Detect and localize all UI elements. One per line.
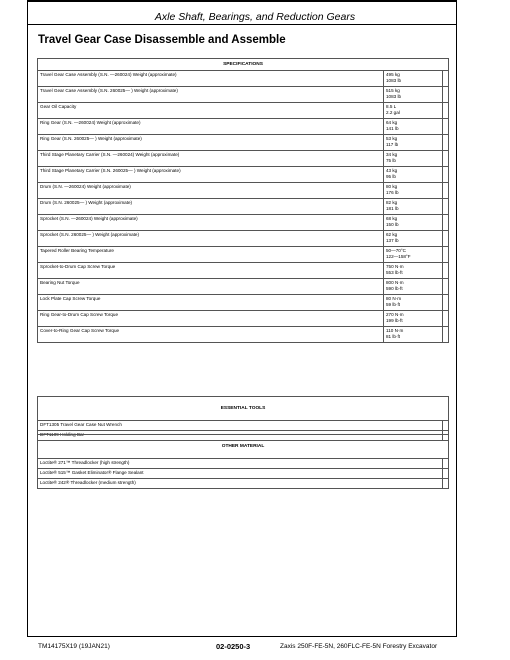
spec-spacer-cell xyxy=(443,231,449,247)
spec-value xyxy=(384,215,443,231)
spec-value-metric: 43 kg xyxy=(386,168,398,173)
spec-value-imperial: 1083 lb xyxy=(386,94,402,99)
footer-rule xyxy=(27,636,457,637)
section-header: Axle Shaft, Bearings, and Reduction Gears xyxy=(154,11,356,23)
spec-value-imperial: 553 lb·ft xyxy=(386,270,403,275)
spec-value xyxy=(384,183,443,199)
spec-value-metric: 34 kg xyxy=(386,152,398,157)
spec-value xyxy=(384,71,443,87)
spec-value-metric: 80 N·m xyxy=(386,296,402,301)
specifications-heading: SPECIFICATIONS xyxy=(38,59,449,71)
spec-value-metric: 82 kg xyxy=(386,200,398,205)
spec-value-metric: 8.5 L xyxy=(386,104,397,109)
material-row xyxy=(38,459,449,469)
spec-value xyxy=(384,231,443,247)
spec-spacer-cell xyxy=(443,295,449,311)
spec-value-metric: 270 N·m xyxy=(386,312,404,317)
spec-row xyxy=(38,167,449,183)
spec-value-metric: 80 kg xyxy=(386,184,398,189)
spec-spacer-cell xyxy=(443,87,449,103)
spec-value xyxy=(384,119,443,135)
spec-row xyxy=(38,135,449,151)
spec-value xyxy=(384,167,443,183)
material-row-spacer-cell xyxy=(443,459,449,469)
spec-value-imperial: 95 lb xyxy=(386,174,396,179)
spec-value xyxy=(384,151,443,167)
specifications-table xyxy=(37,58,449,343)
spec-spacer-cell xyxy=(443,199,449,215)
top-rule xyxy=(27,0,457,2)
spec-row xyxy=(38,87,449,103)
spec-row xyxy=(38,295,449,311)
spec-value-imperial: 176 lb xyxy=(386,190,399,195)
right-frame-line xyxy=(456,0,457,636)
spec-value-imperial: 181 lb xyxy=(386,206,399,211)
spec-item: Travel Gear Case Assembly (S.N. 260025— ) Weight (approximate) xyxy=(38,87,384,103)
essential-tools-heading: ESSENTIAL TOOLS xyxy=(38,397,449,421)
spec-value-imperial: 590 lb·ft xyxy=(386,286,403,291)
footer-model: Zaxis 250F-FE-5N, 260FLC-FE-5N Forestry Excavator xyxy=(280,643,438,650)
spec-spacer-cell xyxy=(443,263,449,279)
spec-item: Ring Gear (S.N. 260025— ) Weight (approximate) xyxy=(38,135,384,151)
spec-spacer-cell xyxy=(443,135,449,151)
spec-value-imperial: 122—158°F xyxy=(386,254,411,259)
spec-value-metric: 53 kg xyxy=(386,136,398,141)
spec-row xyxy=(38,327,449,343)
spec-row xyxy=(38,231,449,247)
spec-value-imperial: 81 lb·ft xyxy=(386,334,401,339)
spec-spacer-cell xyxy=(443,119,449,135)
spec-spacer-cell xyxy=(443,215,449,231)
spec-value xyxy=(384,327,443,343)
page-title: Travel Gear Case Disassemble and Assemble xyxy=(38,34,286,46)
spec-value xyxy=(384,87,443,103)
spec-row xyxy=(38,247,449,263)
spec-value-metric: 800 N·m xyxy=(386,280,404,285)
spec-item: Cover-to-Ring Gear Cap Screw Torque xyxy=(38,327,384,343)
spec-value-imperial: 141 lb xyxy=(386,126,399,131)
spec-item: Ring Gear (S.N. —260024) Weight (approximate) xyxy=(38,119,384,135)
material-row-text: Loctite® 242® Threadlocker (medium strength) xyxy=(38,479,443,489)
spec-value-metric: 750 N·m xyxy=(386,264,404,269)
spec-value-metric: 495 kg xyxy=(386,72,400,77)
spec-item: Bearing Nut Torque xyxy=(38,279,384,295)
left-frame-line xyxy=(27,0,28,636)
spec-row xyxy=(38,199,449,215)
tool-row xyxy=(38,421,449,431)
spec-value-metric: 110 N·m xyxy=(386,328,404,333)
spec-value-imperial: 1083 lb xyxy=(386,78,402,83)
tool-row-spacer-cell xyxy=(443,421,449,431)
spec-item: Drum (S.N. —260024) Weight (approximate) xyxy=(38,183,384,199)
spec-item: Drum (S.N. 260025— ) Weight (approximate) xyxy=(38,199,384,215)
spec-spacer-cell xyxy=(443,183,449,199)
spec-item: Third Stage Planetary Carrier (S.N. —260024) Weight (approximate) xyxy=(38,151,384,167)
spec-value-imperial: 199 lb·ft xyxy=(386,318,403,323)
spec-value xyxy=(384,199,443,215)
spec-item: Travel Gear Case Assembly (S.N. —260024) Weight (approximate) xyxy=(38,71,384,87)
spec-value xyxy=(384,295,443,311)
spec-row xyxy=(38,151,449,167)
spec-value-imperial: 150 lb xyxy=(386,222,399,227)
spec-value xyxy=(384,247,443,263)
spec-item: Third Stage Planetary Carrier (S.N. 260025— ) Weight (approximate) xyxy=(38,167,384,183)
spec-value xyxy=(384,311,443,327)
spec-row xyxy=(38,311,449,327)
spec-spacer-cell xyxy=(443,247,449,263)
material-row xyxy=(38,469,449,479)
spec-value-metric: 50—70°C xyxy=(386,248,406,253)
spec-item: Sprocket-to-Drum Cap Screw Torque xyxy=(38,263,384,279)
material-row-spacer-cell xyxy=(443,479,449,489)
spec-spacer-cell xyxy=(443,151,449,167)
spec-value-metric: 515 kg xyxy=(386,88,400,93)
spec-spacer-cell xyxy=(443,279,449,295)
spec-value xyxy=(384,263,443,279)
spec-value xyxy=(384,135,443,151)
spec-item: Lock Plate Cap Screw Torque xyxy=(38,295,384,311)
spec-value-imperial: 137 lb xyxy=(386,238,399,243)
material-row-text: Loctite® 271™ Threadlocker (high strength) xyxy=(38,459,443,469)
tool-row-text: DFT1109 Holding Bar xyxy=(38,431,443,441)
spec-row xyxy=(38,263,449,279)
spec-spacer-cell xyxy=(443,71,449,87)
spec-row xyxy=(38,183,449,199)
other-material-heading: OTHER MATERIAL xyxy=(38,435,449,459)
material-row xyxy=(38,479,449,489)
material-row-spacer-cell xyxy=(443,469,449,479)
spec-value-imperial: 59 lb·ft xyxy=(386,302,401,307)
spec-value xyxy=(384,279,443,295)
spec-value-imperial: 2.2 gal xyxy=(386,110,400,115)
spec-row xyxy=(38,215,449,231)
material-row-text: Loctite® 515™ Gasket Eliminator® Flange Sealant xyxy=(38,469,443,479)
spec-item: Gear Oil Capacity xyxy=(38,103,384,119)
spec-row xyxy=(38,71,449,87)
spec-spacer-cell xyxy=(443,327,449,343)
spec-spacer-cell xyxy=(443,103,449,119)
spec-value-metric: 62 kg xyxy=(386,232,398,237)
header-rule xyxy=(27,24,457,25)
spec-item: Sprocket (S.N. —260024) Weight (approximate) xyxy=(38,215,384,231)
spec-value-metric: 68 kg xyxy=(386,216,398,221)
spec-item: Tapered Roller Bearing Temperature xyxy=(38,247,384,263)
spec-item: Ring Gear-to-Drum Cap Screw Torque xyxy=(38,311,384,327)
spec-spacer-cell xyxy=(443,167,449,183)
spec-value xyxy=(384,103,443,119)
footer-page-number: 02-0250-3 xyxy=(216,642,251,651)
spec-row xyxy=(38,119,449,135)
footer-doc-id: TM14175X19 (19JAN21) xyxy=(38,643,110,650)
other-material-table xyxy=(37,434,449,489)
tool-row-text: DFT1305 Travel Gear Case Nut Wrench xyxy=(38,421,443,431)
spec-row xyxy=(38,279,449,295)
spec-item: Sprocket (S.N. 260025— ) Weight (approximate) xyxy=(38,231,384,247)
spec-value-imperial: 75 lb xyxy=(386,158,396,163)
spec-value-metric: 64 kg xyxy=(386,120,398,125)
spec-value-imperial: 117 lb xyxy=(386,142,399,147)
spec-row xyxy=(38,103,449,119)
spec-spacer-cell xyxy=(443,311,449,327)
